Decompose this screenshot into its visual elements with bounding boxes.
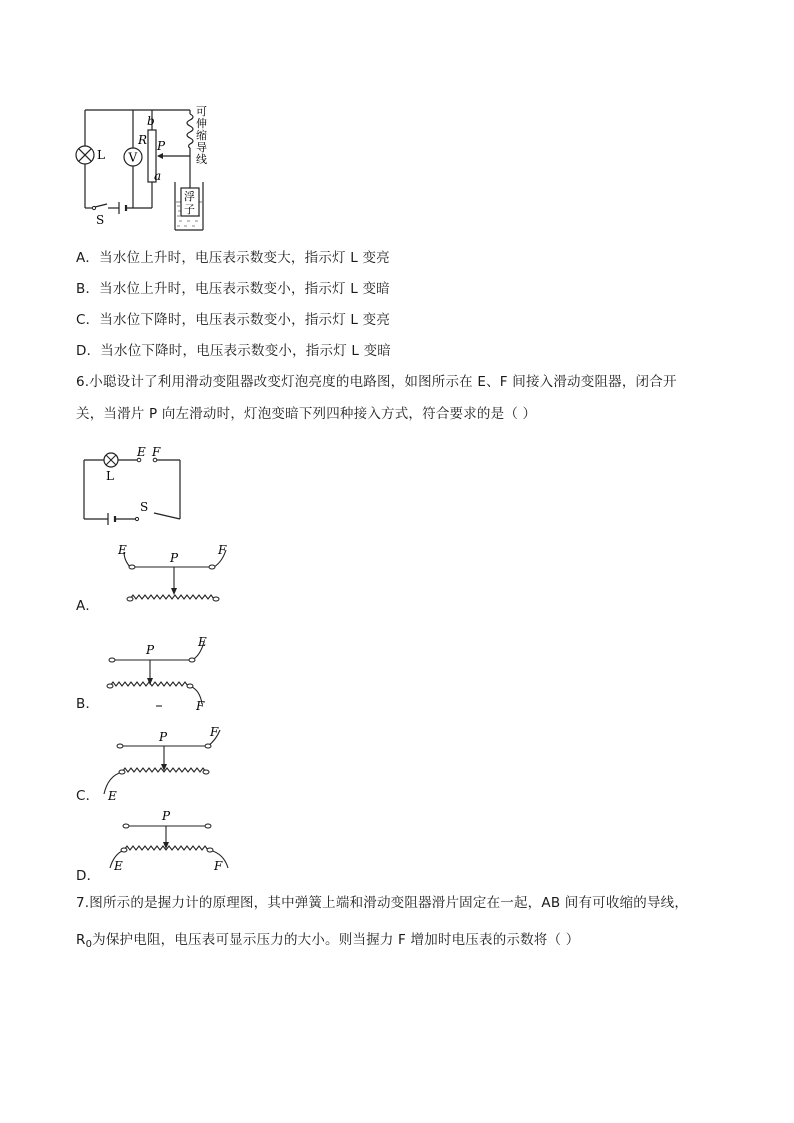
svg-text:F: F <box>196 699 205 710</box>
q5-option-b: B．当水位上升时，电压表示数变小，指示灯 L 变暗 <box>76 281 390 297</box>
q6-stem-line2: 关，当滑片 P 向左滑动时，灯泡变暗下列四种接入方式，符合要求的是（ ） <box>76 406 537 422</box>
svg-text:可: 可 <box>196 105 207 118</box>
switch-icon <box>135 517 138 520</box>
spring-icon <box>187 114 193 148</box>
lamp-icon <box>104 453 118 467</box>
q6-option-b-figure <box>100 634 230 710</box>
q6-option-b-letter: B． <box>76 696 100 712</box>
q6-option-d-letter: D． <box>76 868 101 884</box>
stretchable-wire-label <box>196 105 207 166</box>
slider-arrow-icon <box>157 153 163 159</box>
q6-option-a-figure <box>110 540 240 606</box>
q5-option-a: A．当水位上升时，电压表示数变大，指示灯 L 变亮 <box>76 250 390 266</box>
svg-text:F: F <box>218 543 227 557</box>
svg-text:E: E <box>118 543 127 557</box>
lamp-label: L <box>106 469 114 483</box>
q7-stem-line2: $R_0$为保护电阻，电压表可显示压力的大小。则当握力 F 增加时电压表的示数将（ ） <box>76 932 580 950</box>
svg-text:浮: 浮 <box>184 190 195 203</box>
end-b-label: b <box>147 114 155 128</box>
svg-text:P: P <box>162 809 171 823</box>
q7-stem-line1: 7.图所示的是握力计的原理图，其中弹簧上端和滑动变阻器滑片固定在一起，AB 间有可收缩的导线， <box>76 895 689 911</box>
switch-label: S <box>140 500 149 514</box>
svg-text:P: P <box>170 551 179 565</box>
voltmeter-label: V <box>128 150 138 165</box>
q5-option-d: D．当水位下降时，电压表示数变小，指示灯 L 变暗 <box>76 343 391 359</box>
svg-text:E: E <box>114 859 123 873</box>
svg-text:伸: 伸 <box>196 117 207 130</box>
switch-label: S <box>96 213 105 227</box>
q6-option-a-letter: A． <box>76 598 100 614</box>
q6-option-c-letter: C． <box>76 788 100 804</box>
svg-text:P: P <box>159 730 168 744</box>
lamp-icon <box>76 146 94 164</box>
float-label <box>184 190 195 216</box>
lamp-label: L <box>97 148 105 162</box>
terminal-e-label: E <box>137 447 146 459</box>
q6-stem-line1: 6.小聪设计了利用滑动变阻器改变灯泡亮度的电路图，如图所示在 E、F 间接入滑动变阻器，闭合开 <box>76 374 677 390</box>
resistor-label: R <box>138 133 148 147</box>
svg-text:线: 线 <box>196 153 207 166</box>
q6-option-c-figure <box>96 724 236 804</box>
svg-text:E: E <box>198 635 207 649</box>
switch-icon <box>92 204 107 210</box>
battery-icon <box>108 513 115 525</box>
svg-text:导: 导 <box>196 141 207 154</box>
svg-text:F: F <box>214 859 223 873</box>
svg-text:E: E <box>108 789 117 803</box>
slider-label: P <box>157 139 166 153</box>
end-a-label: a <box>154 169 162 183</box>
svg-text:P: P <box>146 643 155 657</box>
q6-option-d-figure <box>96 808 246 880</box>
water-level-circuit-figure <box>70 100 230 232</box>
battery-icon <box>119 202 126 214</box>
svg-text:F: F <box>210 725 219 739</box>
q5-option-c: C．当水位下降时，电压表示数变小，指示灯 L 变亮 <box>76 312 391 328</box>
svg-text:缩: 缩 <box>196 129 207 142</box>
svg-text:子: 子 <box>184 203 195 216</box>
terminal-f-label: F <box>152 447 161 459</box>
q6-circuit-figure <box>78 447 188 525</box>
